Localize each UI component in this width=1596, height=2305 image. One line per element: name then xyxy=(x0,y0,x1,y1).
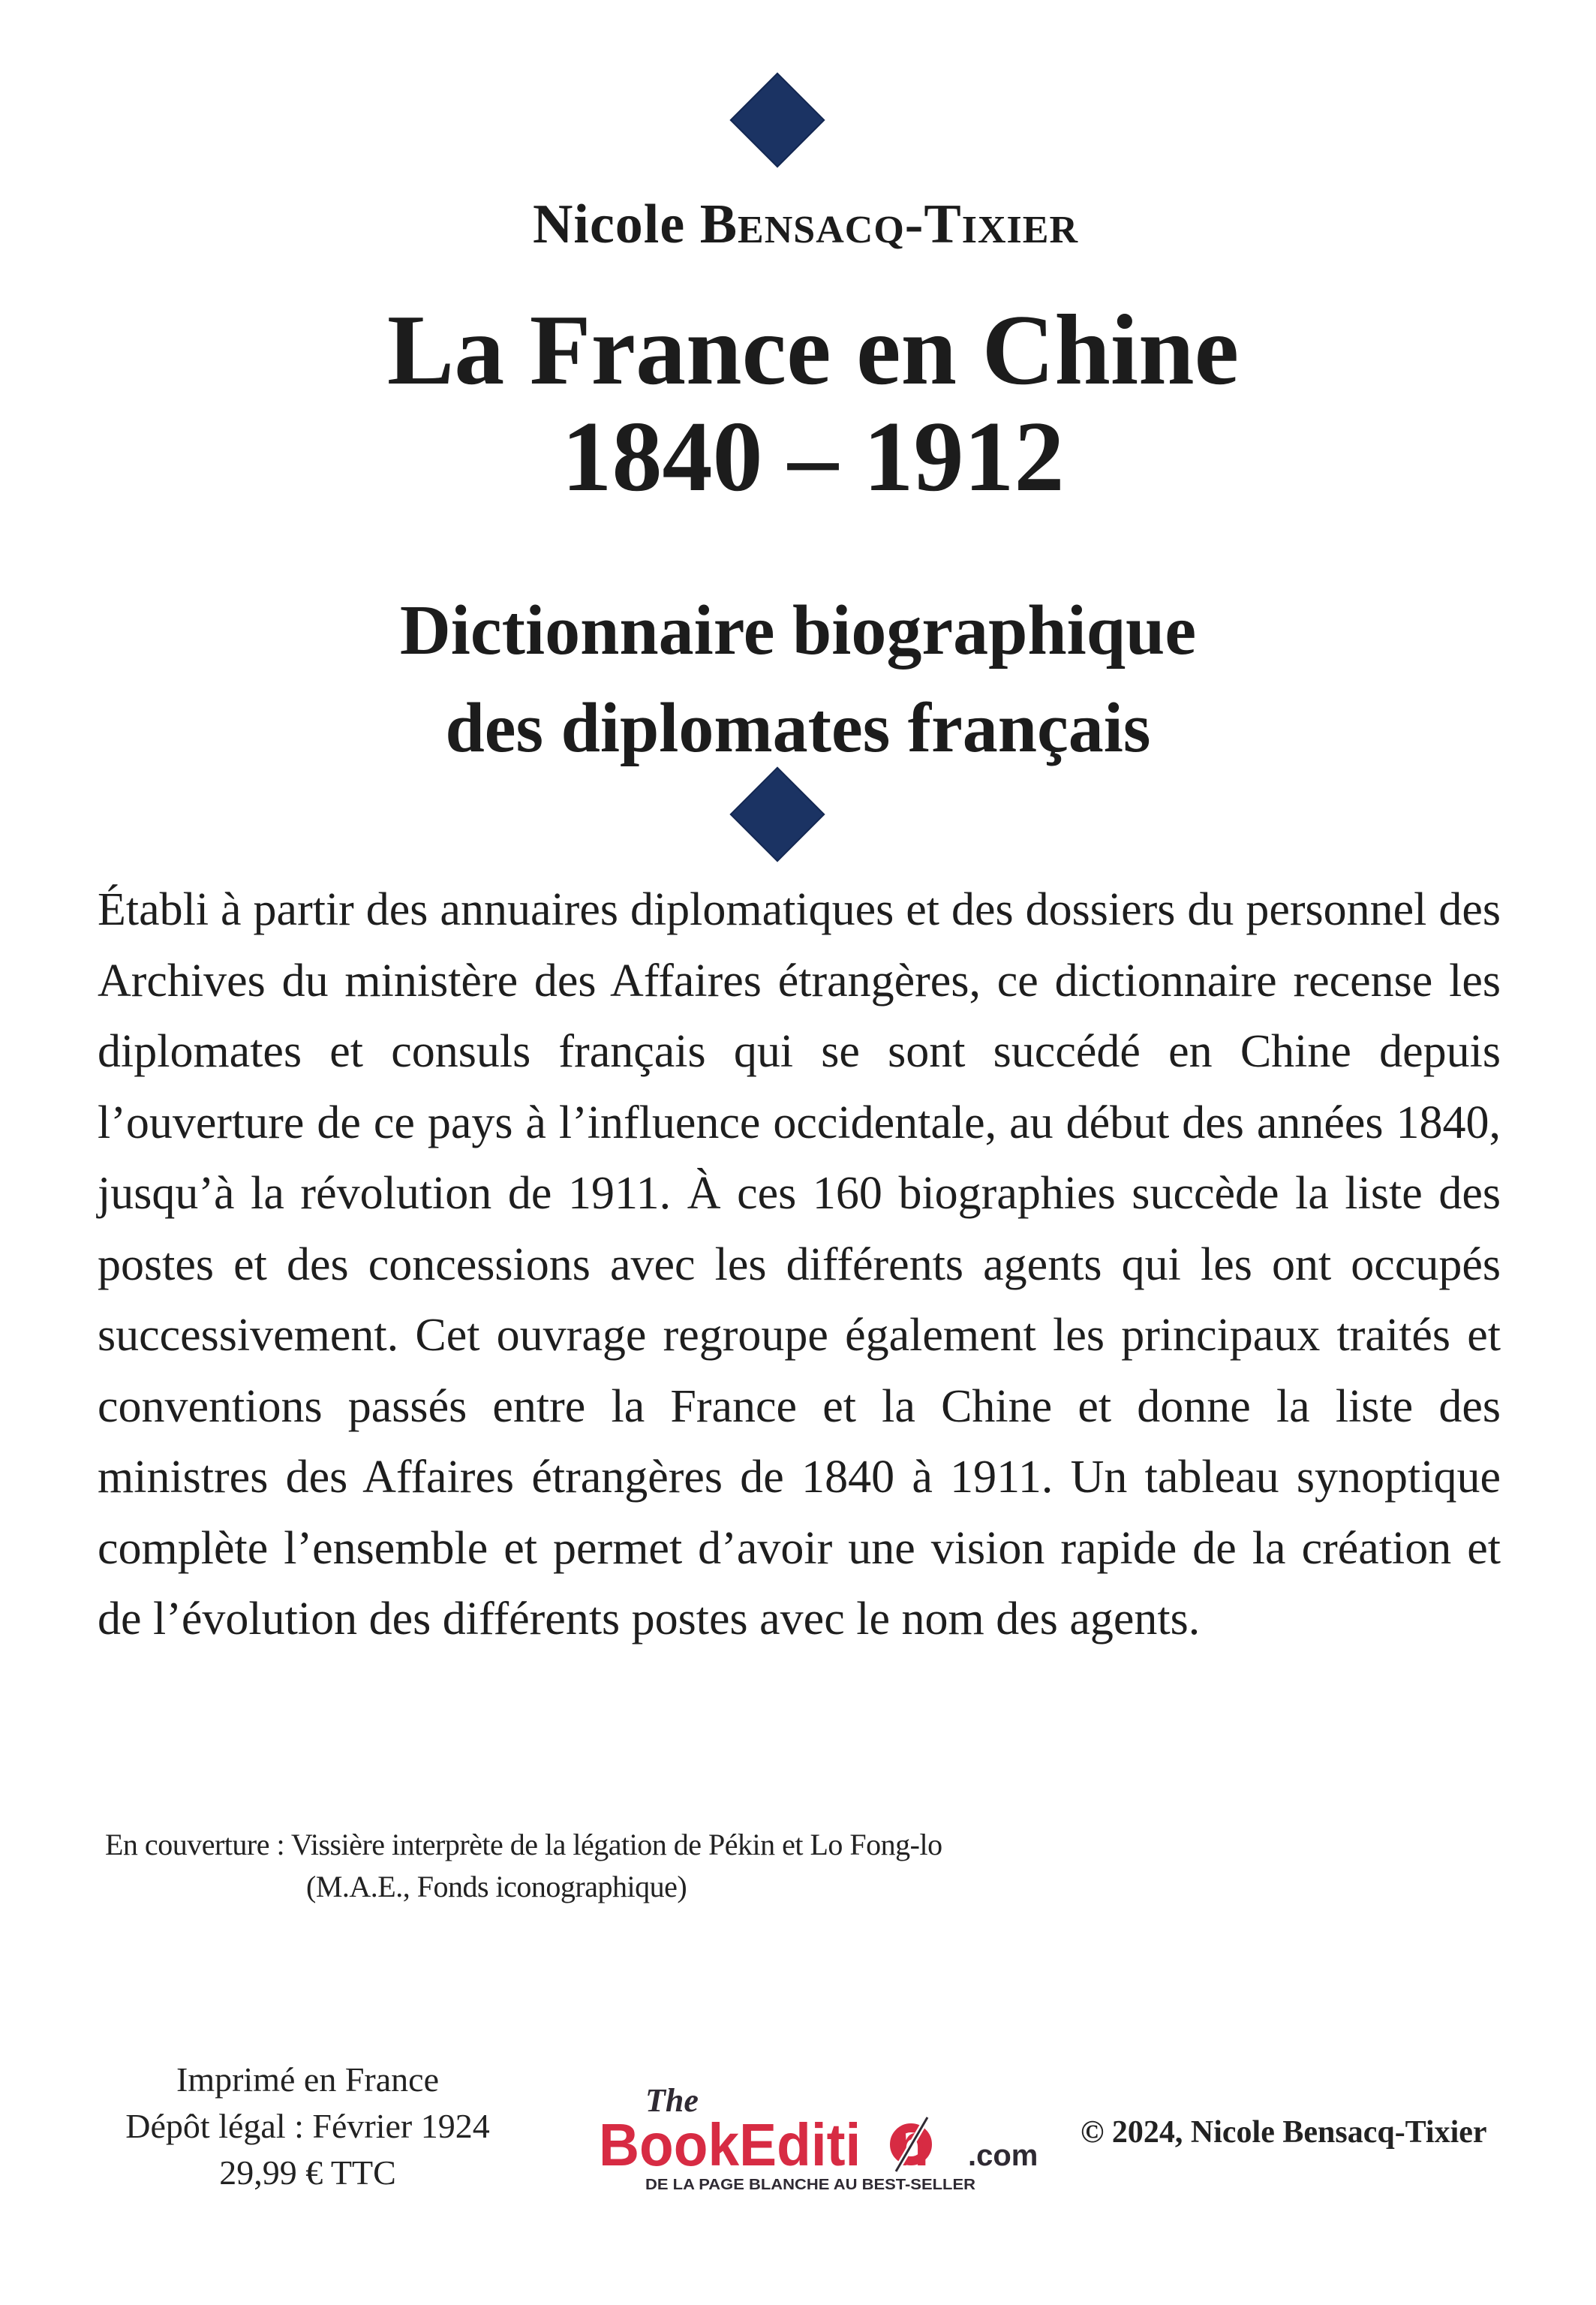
book-title xyxy=(0,296,1596,510)
logo-main-text xyxy=(599,2111,929,2178)
book-subtitle xyxy=(0,582,1596,777)
book-title-line-2: 1840 – 1912 xyxy=(561,401,1065,512)
cover-credit-line-2: (M.A.E., Fonds iconographique) xyxy=(306,1870,687,1903)
book-price: 29,99 € TTC xyxy=(219,2153,396,2192)
cover-credit-line-1: En couverture : Vissière interprète de la légation de Pékin et Lo Fong-lo xyxy=(105,1828,942,1861)
logo-com-text: .com xyxy=(968,2139,1038,2172)
logo-tagline-text: DE LA PAGE BLANCHE AU BEST-SELLER xyxy=(645,2177,976,2193)
bookedition-logo xyxy=(593,2068,1043,2195)
imprint-country: Imprimé en France xyxy=(176,2060,439,2099)
diamond-ornament-top-icon xyxy=(732,74,823,166)
book-subtitle-line-1: Dictionnaire biographique xyxy=(399,591,1197,670)
back-cover-blurb: Établi à partir des annuaires diplomatiques et des dossiers du personnel des Archives du ministère des Affaires étrangères, ce dictionnaire recense les diplomates et consuls français qui se sont succédé en Chine depuis l’ouverture de ce pays à l’influence occidentale, au début des années 1840, jusqu’à la révolution de 1911. À ces 160 biographies succède la liste des postes et des concessions avec les différents agents qui les ont occupés successivement. Cet ouvrage regroupe également les principaux traités et conventions passés entre la France et la Chine et donne la liste des ministres des Affaires étrangères de 1840 à 1911. Un tableau synoptique complète l’ensemble et permet d’avoir une vision rapide de la création et de l’évolution des différents postes avec le nom des agents. xyxy=(98,884,1501,1644)
copyright-notice: © 2024, Nicole Bensacq-Tixier xyxy=(1081,2115,1487,2150)
logo-the-text: The xyxy=(645,2082,699,2119)
book-title-line-1: La France en Chine xyxy=(386,294,1240,405)
diamond-ornament-middle-icon xyxy=(732,769,823,860)
legal-deposit: Dépôt légal : Février 1924 xyxy=(125,2107,490,2145)
cover-image-credit xyxy=(105,1824,942,1908)
author-last-name: Bensacq-Tixier xyxy=(699,194,1079,255)
book-subtitle-line-2: des diplomates français xyxy=(445,689,1151,767)
author-first-name: Nicole xyxy=(532,194,686,255)
imprint-info xyxy=(90,2057,525,2196)
logo-main-text-a: BookEditi xyxy=(599,2111,879,2178)
author-name xyxy=(0,194,1596,255)
